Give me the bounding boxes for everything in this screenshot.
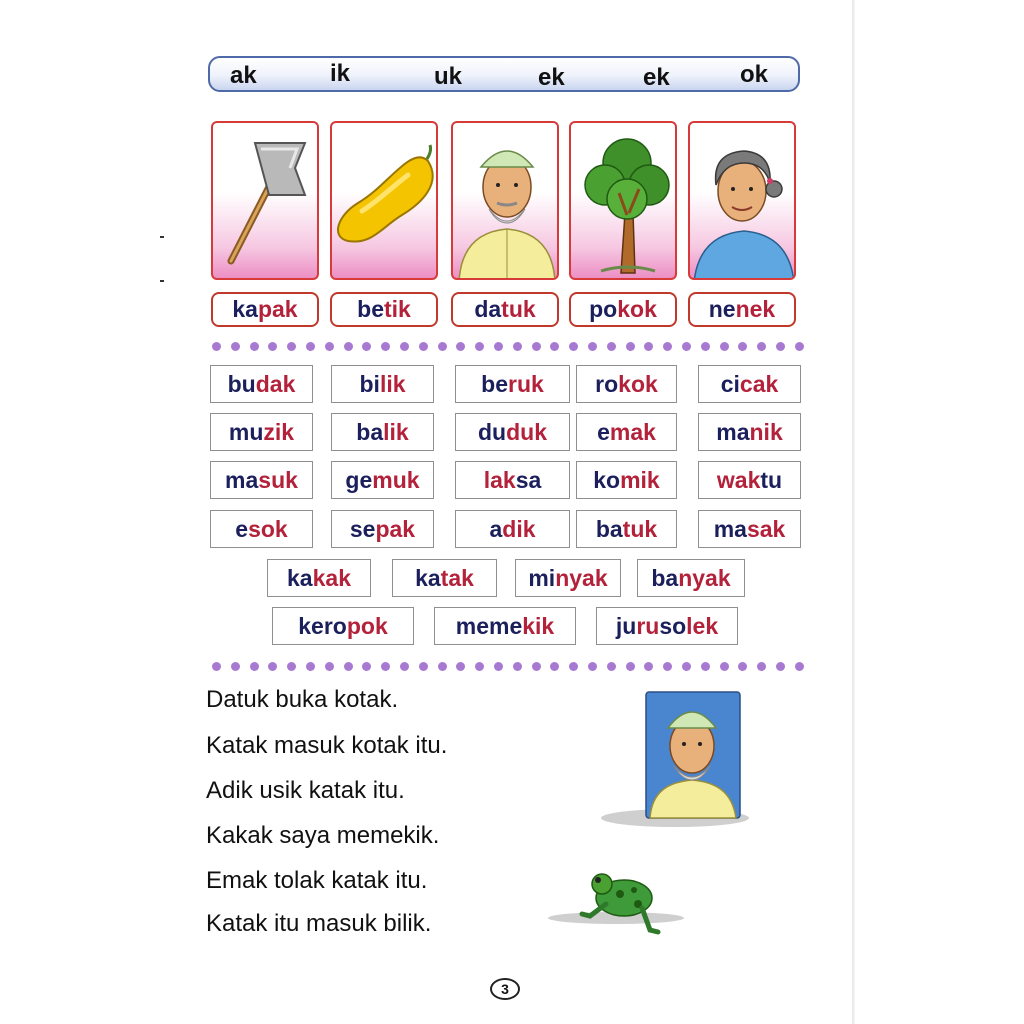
separator-dot xyxy=(250,342,259,351)
separator-dot xyxy=(344,342,353,351)
syllable-part: e xyxy=(235,516,249,542)
card-label: pokok xyxy=(569,292,677,327)
syllable-word xyxy=(210,365,313,403)
separator-dot xyxy=(720,662,729,671)
syllable-word xyxy=(576,461,677,499)
syllable-part: ma xyxy=(713,516,747,542)
syllable-part: lek xyxy=(686,613,719,639)
syllable-part: ma xyxy=(225,467,259,493)
picture-card xyxy=(330,121,438,280)
separator-dot xyxy=(738,342,747,351)
separator-dot xyxy=(644,342,653,351)
page-number: 3 xyxy=(490,978,520,1000)
separator-dot xyxy=(362,662,371,671)
syllable-part: tuk xyxy=(622,516,658,542)
syllable-word xyxy=(331,461,434,499)
separator-dot xyxy=(682,662,691,671)
syllable-part: du xyxy=(478,419,507,445)
axe-icon xyxy=(213,123,319,280)
syllable-part: lik xyxy=(383,419,409,445)
syllable-part: tak xyxy=(440,565,474,591)
syllable-word xyxy=(576,365,677,403)
syllable-word xyxy=(331,413,434,451)
separator-dot xyxy=(419,342,428,351)
syllable: ek xyxy=(538,64,565,91)
syllable-part: mak xyxy=(609,419,656,445)
separator-dot xyxy=(268,342,277,351)
syllable-part: kik xyxy=(522,613,555,639)
syllable-word xyxy=(331,510,434,548)
card-label: betik xyxy=(330,292,438,327)
syllable-bar xyxy=(208,56,800,92)
syllable-word xyxy=(434,607,576,645)
syllable-word xyxy=(455,461,570,499)
syllable-part: sok xyxy=(248,516,288,542)
syllable-part: me xyxy=(489,613,523,639)
syllable-word xyxy=(331,365,434,403)
syllable-part: dik xyxy=(502,516,536,542)
syllable-part: zik xyxy=(263,419,295,445)
syllable-word xyxy=(455,510,570,548)
separator-dot xyxy=(569,342,578,351)
syllable-part: nyak xyxy=(678,565,731,591)
page-edge xyxy=(852,0,855,1024)
separator-dot xyxy=(362,342,371,351)
syllable-word xyxy=(576,510,677,548)
separator-dot xyxy=(306,662,315,671)
separator-dot xyxy=(757,662,766,671)
syllable-part: ka xyxy=(415,565,441,591)
syllable-part: dak xyxy=(255,371,296,397)
syllable-part: mi xyxy=(528,565,556,591)
syllable-part: wak xyxy=(716,467,761,493)
syllable-part: cak xyxy=(739,371,779,397)
separator-dot xyxy=(588,662,597,671)
syllable-word xyxy=(596,607,738,645)
syllable-word xyxy=(698,461,801,499)
separator-dot xyxy=(776,662,785,671)
separator-dot xyxy=(268,662,277,671)
syllable-part: ba xyxy=(651,565,679,591)
separator-dot xyxy=(644,662,653,671)
syllable-part: ba xyxy=(595,516,623,542)
picture-card xyxy=(211,121,319,280)
separator-dot xyxy=(456,342,465,351)
separator-dot xyxy=(701,342,710,351)
separator-dot xyxy=(532,342,541,351)
syllable-part: duk xyxy=(506,419,547,445)
syllable-part: mu xyxy=(228,419,264,445)
separator-dot xyxy=(626,342,635,351)
separator-dot xyxy=(344,662,353,671)
separator-dot xyxy=(494,342,503,351)
separator-dot xyxy=(475,662,484,671)
syllable-word xyxy=(455,413,570,451)
syllable-word xyxy=(515,559,621,597)
syllable-word xyxy=(210,413,313,451)
separator-dot xyxy=(757,342,766,351)
picture-card xyxy=(451,121,559,280)
syllable-part: sa xyxy=(515,467,542,493)
separator-dot xyxy=(550,342,559,351)
syllable-part: ba xyxy=(356,419,384,445)
sentence: Emak tolak katak itu. xyxy=(206,867,428,894)
separator-dot xyxy=(419,662,428,671)
syllable-part: pok xyxy=(346,613,388,639)
syllable: uk xyxy=(434,63,463,90)
separator-dot xyxy=(400,662,409,671)
separator-dot xyxy=(231,662,240,671)
margin-mark xyxy=(160,280,164,282)
syllable-part: ro xyxy=(595,371,619,397)
syllable: ek xyxy=(643,64,670,91)
syllable-part: nyak xyxy=(555,565,608,591)
separator-dot xyxy=(720,342,729,351)
syllable-part: suk xyxy=(258,467,298,493)
dotted-separator xyxy=(212,662,812,674)
syllable-part: tu xyxy=(760,467,783,493)
syllable-part: ma xyxy=(716,419,750,445)
separator-dot xyxy=(795,342,804,351)
sentence: Datuk buka kotak. xyxy=(206,686,399,713)
separator-dot xyxy=(513,342,522,351)
syllable: ak xyxy=(230,62,257,89)
separator-dot xyxy=(569,662,578,671)
sentence: Katak masuk kotak itu. xyxy=(206,732,448,759)
syllable-word xyxy=(272,607,414,645)
picture-card xyxy=(688,121,796,280)
syllable-part: lik xyxy=(379,371,406,397)
separator-dot xyxy=(325,662,334,671)
syllable-part: kok xyxy=(618,371,658,397)
separator-dot xyxy=(776,342,785,351)
separator-dot xyxy=(212,342,221,351)
grandfather-icon xyxy=(600,690,750,830)
separator-dot xyxy=(795,662,804,671)
separator-dot xyxy=(532,662,541,671)
separator-dot xyxy=(607,662,616,671)
separator-dot xyxy=(381,342,390,351)
separator-dot xyxy=(663,662,672,671)
separator-dot xyxy=(550,662,559,671)
syllable-word xyxy=(392,559,497,597)
card-label: datuk xyxy=(451,292,559,327)
separator-dot xyxy=(588,342,597,351)
syllable: ik xyxy=(330,60,351,87)
separator-dot xyxy=(325,342,334,351)
syllable-part: ro xyxy=(323,613,347,639)
separator-dot xyxy=(381,662,390,671)
syllable: ok xyxy=(740,61,769,88)
syllable-part: ru xyxy=(636,613,660,639)
separator-dot xyxy=(494,662,503,671)
syllable-word xyxy=(576,413,677,451)
syllable-part: pak xyxy=(375,516,416,542)
syllable-part: muk xyxy=(372,467,420,493)
separator-dot xyxy=(306,342,315,351)
separator-dot xyxy=(513,662,522,671)
syllable-word xyxy=(698,413,801,451)
syllable-part: me xyxy=(455,613,489,639)
syllable-word xyxy=(637,559,745,597)
syllable-part: ka xyxy=(287,565,313,591)
separator-dot xyxy=(682,342,691,351)
syllable-word xyxy=(267,559,371,597)
sentence: Katak itu masuk bilik. xyxy=(206,910,432,937)
syllable-part: ko xyxy=(593,467,621,493)
syllable-part: se xyxy=(349,516,376,542)
tree-icon xyxy=(571,123,677,280)
card-label: kapak xyxy=(211,292,319,327)
grandfather-icon xyxy=(453,123,559,280)
syllable-word xyxy=(455,365,570,403)
syllable-part: ruk xyxy=(508,371,544,397)
syllable-part: kak xyxy=(312,565,351,591)
separator-dot xyxy=(287,662,296,671)
syllable-part: e xyxy=(597,419,610,445)
grandmother-icon xyxy=(690,123,796,280)
syllable-word xyxy=(210,461,313,499)
separator-dot xyxy=(438,662,447,671)
syllable-part: ke xyxy=(298,613,324,639)
syllable-part: so xyxy=(659,613,687,639)
syllable-part: ge xyxy=(345,467,373,493)
separator-dot xyxy=(400,342,409,351)
separator-dot xyxy=(701,662,710,671)
syllable-part: be xyxy=(481,371,509,397)
separator-dot xyxy=(287,342,296,351)
separator-dot xyxy=(231,342,240,351)
separator-dot xyxy=(475,342,484,351)
card-label: nenek xyxy=(688,292,796,327)
syllable-part: nik xyxy=(749,419,783,445)
syllable-part: ci xyxy=(720,371,740,397)
syllable-part: bu xyxy=(227,371,256,397)
syllable-part: bi xyxy=(359,371,380,397)
syllable-word xyxy=(210,510,313,548)
sentence: Kakak saya memekik. xyxy=(206,822,440,849)
dotted-separator xyxy=(212,342,812,354)
margin-mark xyxy=(160,236,164,238)
separator-dot xyxy=(663,342,672,351)
syllable-part: sak xyxy=(746,516,786,542)
separator-dot xyxy=(250,662,259,671)
syllable-part: ju xyxy=(615,613,637,639)
separator-dot xyxy=(626,662,635,671)
sentence: Adik usik katak itu. xyxy=(206,777,405,804)
syllable-part: mik xyxy=(620,467,660,493)
separator-dot xyxy=(607,342,616,351)
separator-dot xyxy=(438,342,447,351)
syllable-part: lak xyxy=(483,467,516,493)
picture-card xyxy=(569,121,677,280)
separator-dot xyxy=(738,662,747,671)
separator-dot xyxy=(456,662,465,671)
syllable-word xyxy=(698,510,801,548)
papaya-icon xyxy=(332,123,438,280)
syllable-word xyxy=(698,365,801,403)
separator-dot xyxy=(212,662,221,671)
frog-icon xyxy=(546,868,686,940)
syllable-part: a xyxy=(489,516,503,542)
